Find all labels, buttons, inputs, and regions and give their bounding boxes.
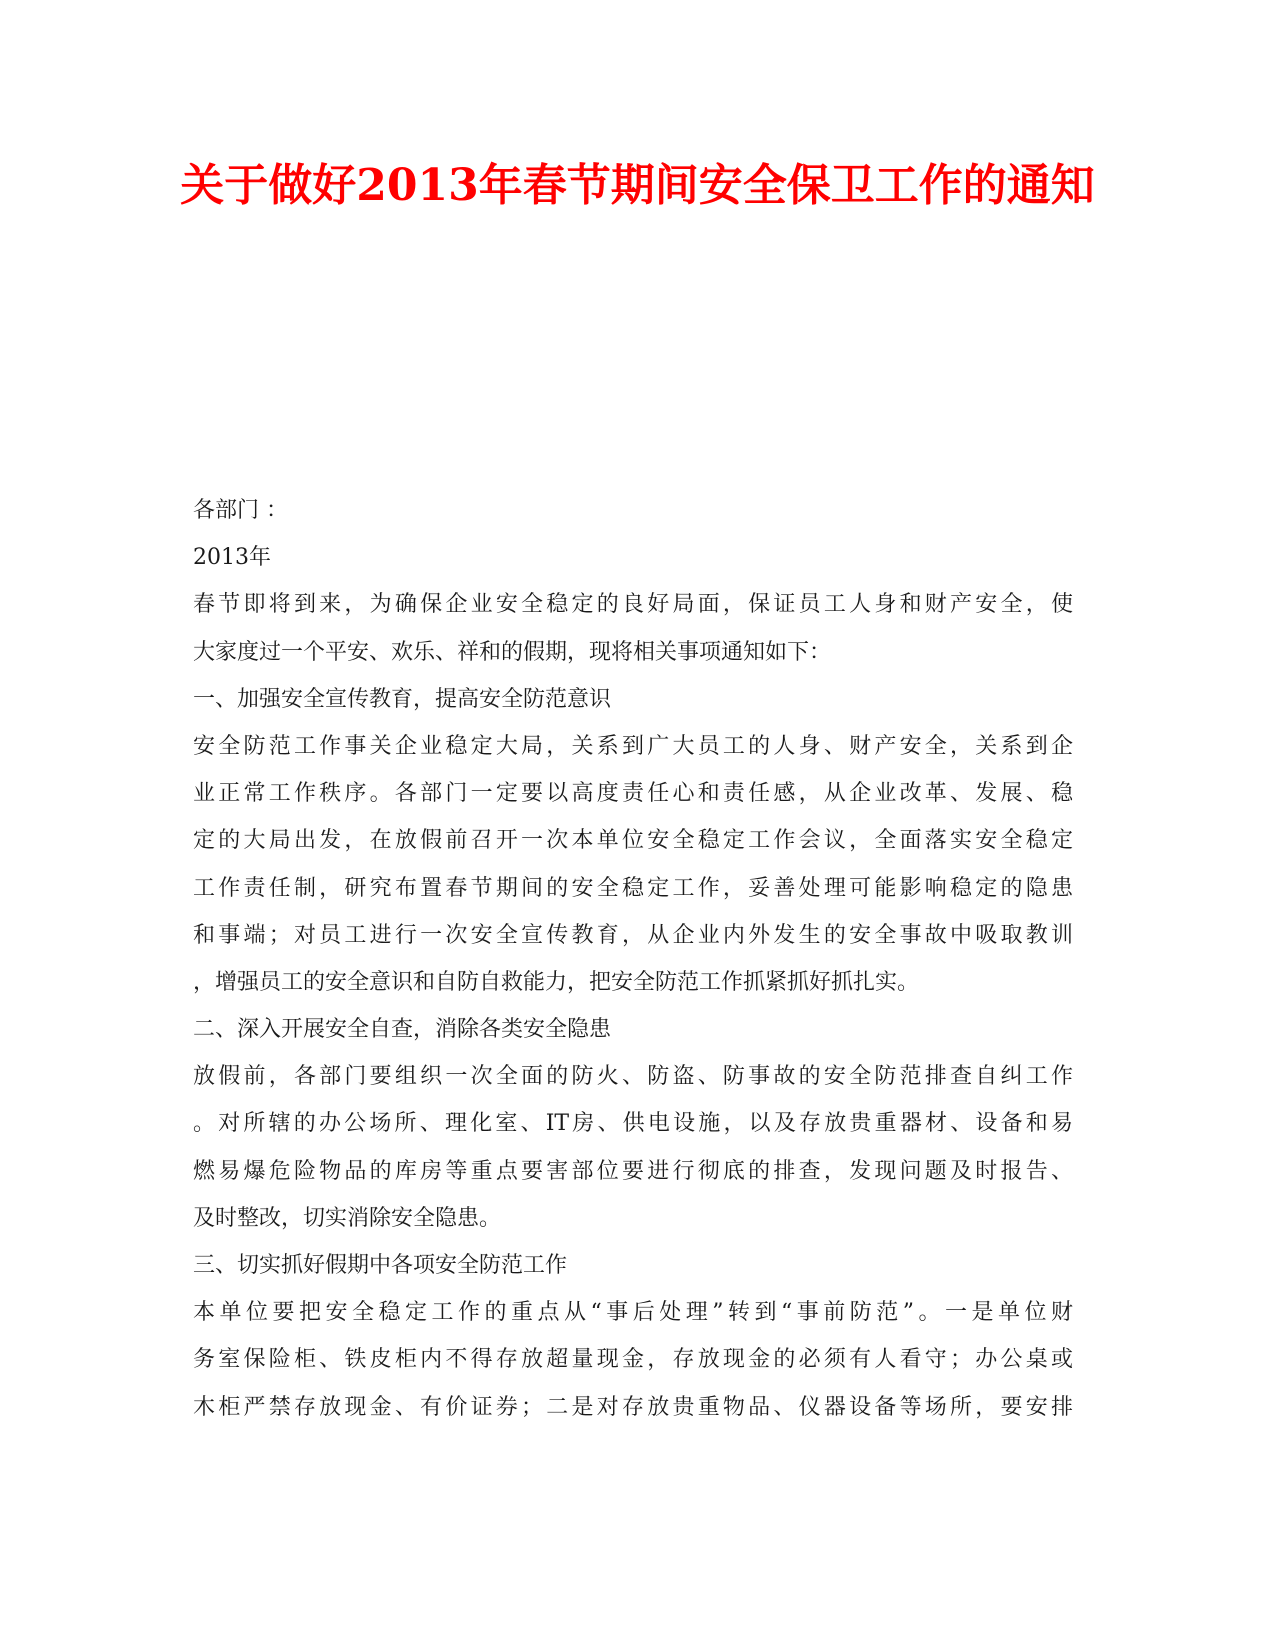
body-line: 定的大局出发，在放假前召开一次本单位安全稳定工作会议，全面落实安全稳定 [193, 828, 1073, 854]
body-line: 大家度过一个平安、欢乐、祥和的假期，现将相关事项通知如下： [193, 639, 832, 665]
body-line: 和事端；对员工进行一次安全宣传教育，从企业内外发生的安全事故中吸取教训 [193, 922, 1073, 948]
body-line: 二、深入开展安全自查，消除各类安全隐患 [193, 1017, 612, 1043]
body-line: 业正常工作秩序。各部门一定要以高度责任心和责任感，从企业改革、发展、稳 [193, 781, 1073, 807]
body-line: 工作责任制，研究布置春节期间的安全稳定工作，妥善处理可能影响稳定的隐患 [193, 875, 1073, 901]
body-line: 各部门 ： [193, 498, 288, 523]
body-line: 放假前，各部门要组织一次全面的防火、防盗、防事故的安全防范排查自纠工作 [193, 1064, 1073, 1090]
body-line: 本单位要把安全稳定工作的重点从“事后处理”转到“事前防范”。一是单位财 [193, 1300, 1073, 1326]
body-line: 及时整改，切实消除安全隐患。 [193, 1205, 502, 1231]
body-line: 安全防范工作事关企业稳定大局，关系到广大员工的人身、财产安全，关系到企 [193, 733, 1073, 759]
document-title: 关于做好2013年春节期间安全保卫工作的通知 [180, 160, 1095, 211]
body-line: 春节即将到来，为确保企业安全稳定的良好局面，保证员工人身和财产安全，使 [193, 592, 1073, 618]
body-line: ，增强员工的安全意识和自防自救能力，把安全防范工作抓紧抓好抓扎实。 [193, 969, 920, 995]
body-line: 三、切实抓好假期中各项安全防范工作 [193, 1253, 568, 1278]
body-line: 2013年 [193, 545, 271, 571]
body-line: 务室保险柜、铁皮柜内不得存放超量现金，存放现金的必须有人看守；办公桌或 [193, 1347, 1073, 1373]
body-line: 。对所辖的办公场所、理化室、IT房、供电设施，以及存放贵重器材、设备和易 [193, 1111, 1073, 1137]
body-line: 燃易爆危险物品的库房等重点要害部位要进行彻底的排查，发现问题及时报告、 [193, 1158, 1073, 1184]
document-body [193, 487, 1073, 1431]
body-line: 一、加强安全宣传教育，提高安全防范意识 [193, 686, 612, 712]
body-line: 木柜严禁存放现金、有价证券；二是对存放贵重物品、仪器设备等场所，要安排 [193, 1394, 1073, 1420]
